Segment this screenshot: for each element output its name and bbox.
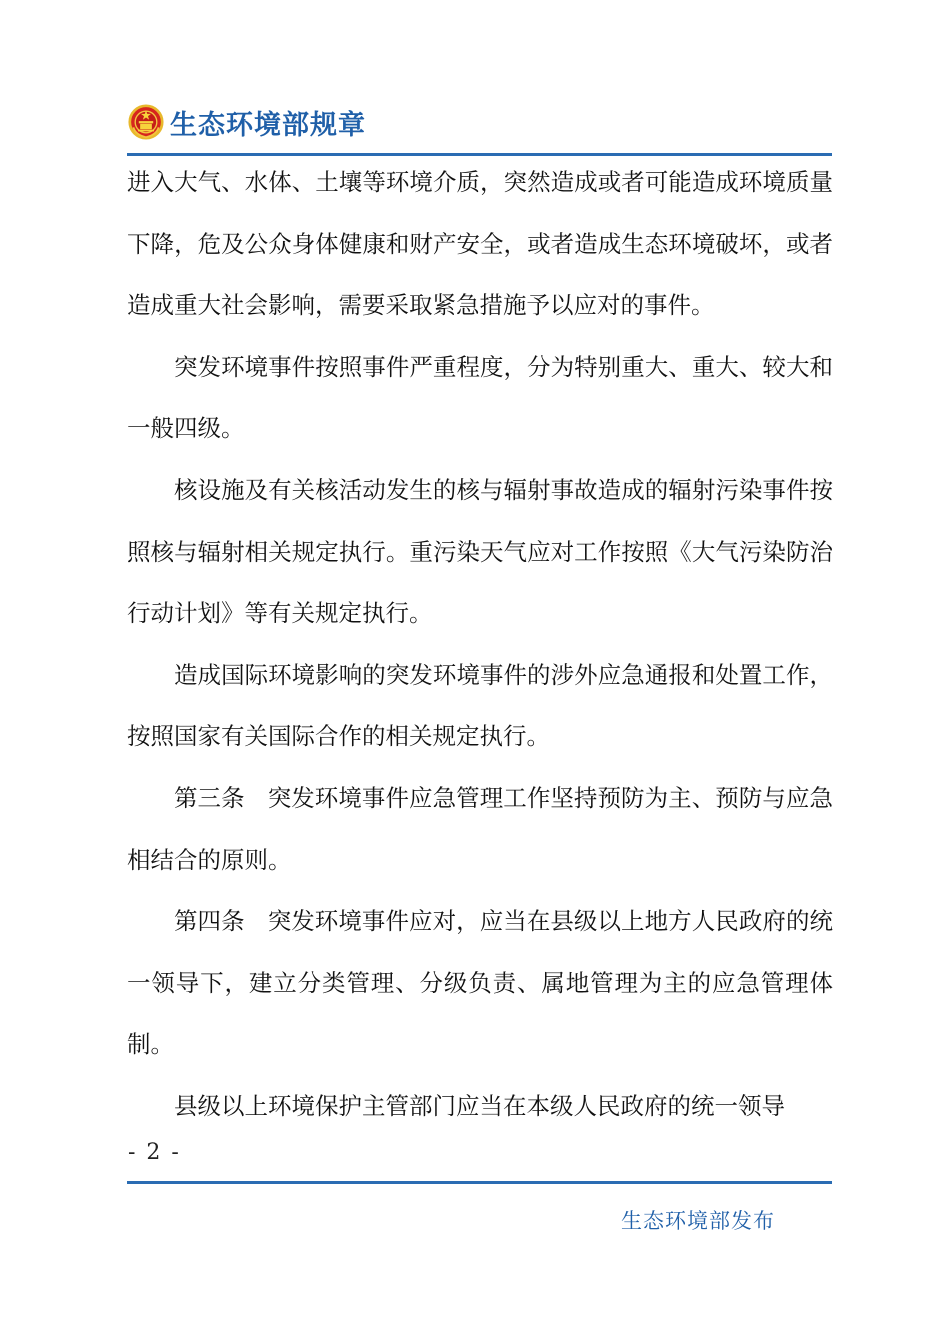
article-text: 突发环境事件应急管理工作坚持预防为主、预防与应急相结合的原则。 (127, 783, 834, 874)
paragraph: 进入大气、水体、土壤等环境介质，突然造成或者可能造成环境质量下降，危及公众身体健康和财产安全，或者造成生态环境破坏，或者造成重大社会影响，需要采取紧急措施予以应对的事件。 (127, 168, 833, 320)
document-body (127, 152, 833, 1138)
article-number: 第三条 (174, 783, 245, 812)
national-emblem-icon (128, 104, 164, 140)
paragraph: 县级以上环境保护主管部门应当在本级人民政府的统一领导 (174, 1091, 785, 1120)
footer-divider (127, 1181, 832, 1184)
article-number: 第四条 (174, 907, 245, 936)
article-paragraph (127, 768, 833, 891)
paragraph: 突发环境事件按照事件严重程度，分为特别重大、重大、较大和一般四级。 (127, 352, 833, 443)
document-header (128, 100, 366, 144)
footer-publisher: 生态环境部发布 (621, 1209, 775, 1233)
page-number: - 2 - (128, 1140, 181, 1165)
header-title: 生态环境部规章 (170, 109, 366, 141)
article-paragraph (127, 891, 833, 1076)
paragraph: 造成国际环境影响的突发环境事件的涉外应急通报和处置工作，按照国家有关国际合作的相关规定执行。 (127, 660, 833, 751)
article-text: 突发环境事件应对，应当在县级以上地方人民政府的统一领导下，建立分类管理、分级负责、属地管理为主的应急管理体制。 (127, 907, 834, 1059)
paragraph: 核设施及有关核活动发生的核与辐射事故造成的辐射污染事件按照核与辐射相关规定执行。重污染天气应对工作按照《大气污染防治行动计划》等有关规定执行。 (127, 475, 833, 628)
